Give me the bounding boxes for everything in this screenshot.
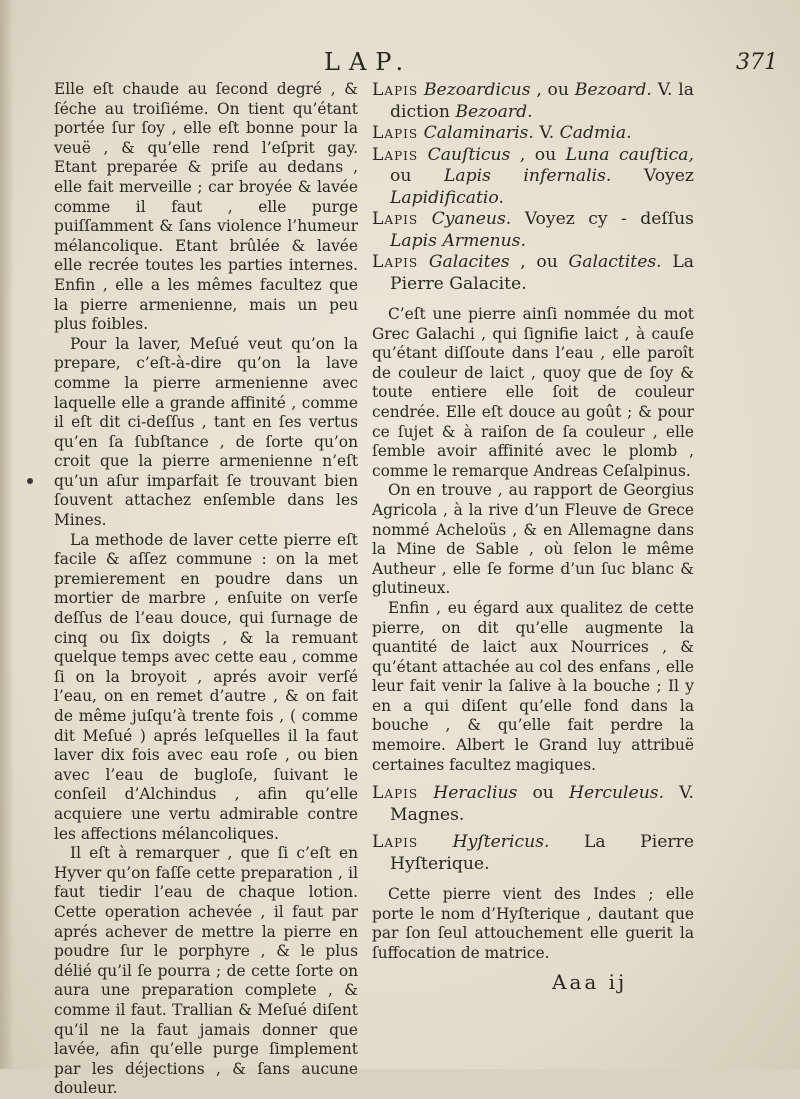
ink-spot — [27, 478, 33, 484]
hysterique-paragraph: Cette pierre vient des Indes ; elle porte le nom d’Hyſterique , dautant que par ſon ſeul attouchement elle guerit la ſuffocation de matrice. — [372, 885, 694, 963]
left-paragraph: La methode de laver cette pierre eſt facile & aſſez commune : on la met premierement en poudre dans un mortier de marbre , enſuite on verſe deſſus de l’eau douce, qui ſurnage de cinq ou ſix doigts , & la remuant quelque temps avec cette eau , comme ſi on la broyoit , aprés avoir verſé l’eau, on en remet d’autre , & on fait de même juſqu’à trente fois , ( comme dit Meſué ) aprés leſquelles il la faut laver dix fois avec eau roſe , ou bien avec l’eau de bugloſe, ſuivant le conſeil d’Alchindus , afin qu’elle acquiere une vertu admirable contre les affections mélancoliques. — [54, 530, 358, 843]
running-head: LAP. — [324, 48, 413, 76]
page-number: 371 — [736, 50, 778, 75]
left-column — [54, 80, 358, 1099]
entry-cyaneus: Lapis Cyaneus. Voyez cy - deſſus Lapis Armenus. — [372, 209, 695, 251]
entry-calaminaris: Lapis Calaminaris. V. Cadmia. — [372, 123, 632, 143]
entry-galacites: Lapis Galacites , ou Galactites. La Pierre Galacite. — [372, 252, 695, 294]
entry-heraclius: Lapis Heraclius ou Herculeus. V. Magnes. — [372, 783, 694, 825]
entry-hystericus: Lapis Hyſtericus. La Pierre Hyſterique. — [372, 832, 694, 874]
right-column — [372, 80, 694, 964]
galacite-paragraph: C’eſt une pierre ainſi nommée du mot Grec Galachi , qui ſignifie laict , à cauſe qu’étant diſſoute dans l’eau , elle paroît de couleur de laict , quoy que de ſoy & toute entiere elle ſoit de couleur cendrée. Elle eſt douce au goût ; & pour ce ſujet & à raiſon de ſa couleur , elle ſemble avoir affinité avec le plomb , comme le remarque Andreas Ceſalpinus. — [372, 305, 694, 480]
signature-mark: Aaa ij — [552, 970, 628, 994]
left-paragraph: Il eſt à remarquer , que ſi c’eſt en Hyver qu’on faſſe cette preparation , il faut tiedir l’eau de chaque lotion. Cette operation achevée , il faut par aprés achever de mettre la pierre en poudre ſur le porphyre , & le plus délié qu’il ſe pourra ; de cette ſorte on aura une preparation complete , & comme il faut. Trallian & Meſué diſent qu’il ne la faut jamais donner que lavée, afin qu’elle purge ſimplement par les déjections , & ſans aucune douleur. — [54, 844, 358, 1098]
left-paragraph: Pour la laver, Meſué veut qu’on la prepare, c’eſt-à-dire qu’on la lave comme la pierre armenienne avec laquelle elle a grande affinité , comme il eſt dit ci-deſſus , tant en ſes vertus qu’en ſa ſubſtance , de ſorte qu’on croit que la pierre armenienne n’eſt qu’un aſur imparfait ſe trouvant bien ſouvent attachez enſemble dans les Mines. — [54, 334, 358, 530]
entry-bezoardicus: Lapis Bezoardicus , ou Bezoard. V. la diction Bezoard. — [372, 80, 694, 122]
galacite-paragraph: On en trouve , au rapport de Georgius Agricola , à la rive d’un Fleuve de Grece nommé Acheloüs , & en Allemagne dans la Mine de Sable , où ſelon le même Autheur , elle ſe forme d’un ſuc blanc & glutineux. — [372, 481, 694, 598]
gutter-shadow — [0, 0, 14, 1069]
entry-causticus: Lapis Cauſticus , ou Luna cauſtica, ou Lapis infernalis. Voyez Lapidificatio. — [372, 144, 694, 208]
left-paragraph: Elle eſt chaude au ſecond degré , & ſéche au troiſiéme. On tient qu’étant portée ſur ſoy , elle eſt bonne pour la veuë , & qu’elle rend l’eſprit gay. Etant preparée & priſe au dedans , elle fait merveille ; car broyée & lavée comme il faut , elle purge puiſſamment & ſans violence l’humeur mélancolique. Etant brûlée & lavée elle recrée toutes les parties internes. Enfin , elle a les mêmes facultez que la pierre armenienne, mais un peu plus foibles. — [54, 80, 358, 334]
galacite-paragraph: Enfin , eu égard aux qualitez de cette pierre, on dit qu’elle augmente la quantité de laict aux Nourrices , & qu’étant attachée au col des enfans , elle leur fait venir la ſalive à la bouche ; Il y en a qui diſent qu’elle fond dans la bouche , & qu’elle fait perdre la memoire. Albert le Grand luy attribuë certaines facultez magiques. — [372, 598, 694, 774]
